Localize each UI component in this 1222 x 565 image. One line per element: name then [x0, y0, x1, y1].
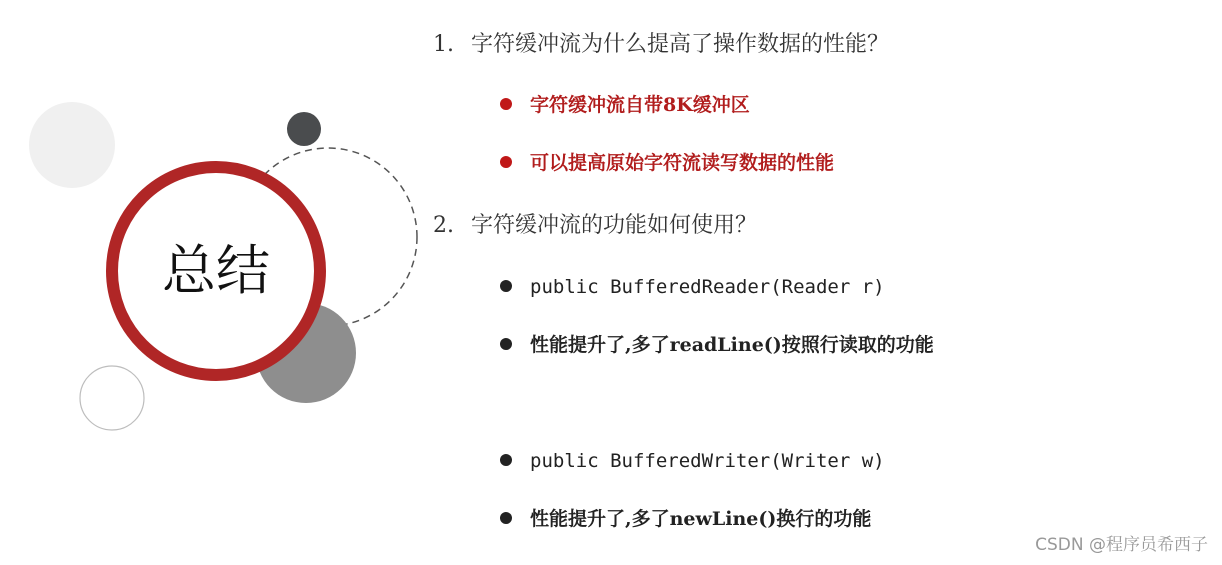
bullet-icon [500, 156, 512, 168]
point-text: public BufferedWriter(Writer w) [530, 450, 885, 472]
question-1-point-2 [500, 149, 834, 177]
question-2-point-3 [500, 447, 885, 475]
point-text: 性能提升了,多了newLine()换行的功能 [530, 508, 872, 530]
bullet-icon [500, 280, 512, 292]
outline-circle [80, 366, 144, 430]
light-gray-circle [29, 102, 115, 188]
point-text: 字符缓冲流自带8K缓冲区 [530, 94, 750, 116]
question-2-point-2 [500, 331, 934, 359]
question-1-point-1 [500, 91, 750, 119]
decorative-circles [0, 0, 440, 460]
question-1-number: 1. [433, 32, 454, 57]
question-2-point-1 [500, 273, 885, 301]
bullet-icon [500, 98, 512, 110]
point-text: 性能提升了,多了readLine()按照行读取的功能 [530, 334, 934, 356]
question-2-text: 字符缓冲流的功能如何使用？ [471, 213, 758, 238]
question-2-point-4 [500, 505, 871, 533]
watermark: CSDN @程序员希西子 [1035, 535, 1208, 555]
question-1-heading [433, 30, 889, 60]
point-text: public BufferedReader(Reader r) [530, 276, 885, 298]
question-2-heading [433, 211, 757, 241]
bullet-icon [500, 512, 512, 524]
bullet-icon [500, 454, 512, 466]
dark-small-circle [287, 112, 321, 146]
page-title: 总结 [162, 239, 270, 302]
bullet-icon [500, 338, 512, 350]
question-2-number: 2. [433, 213, 454, 238]
point-text: 可以提高原始字符流读写数据的性能 [530, 152, 835, 174]
question-1-text: 字符缓冲流为什么提高了操作数据的性能？ [471, 32, 890, 57]
